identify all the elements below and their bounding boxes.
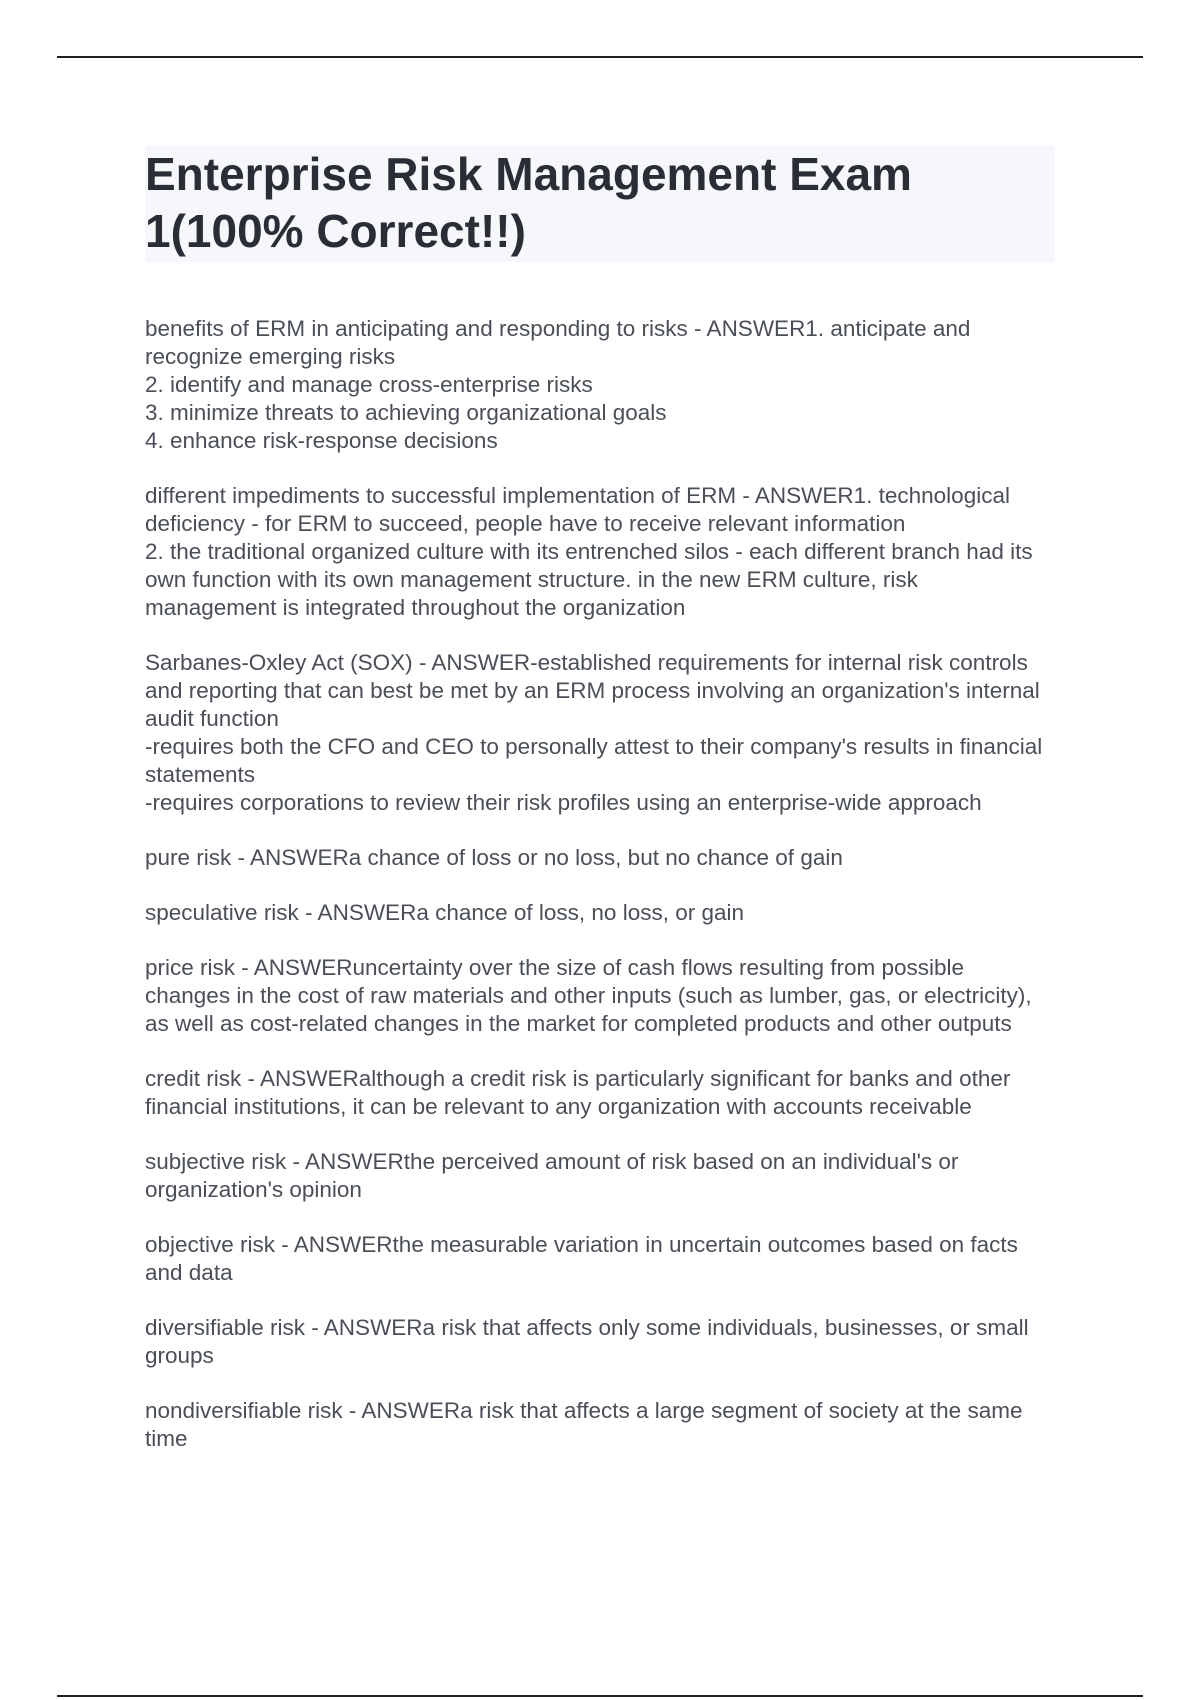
qa-item-objective-risk: objective risk - ANSWERthe measurable variation in uncertain outcomes based on facts and data — [145, 1232, 1018, 1285]
bottom-divider — [57, 1695, 1143, 1697]
top-divider — [57, 56, 1143, 58]
qa-item-erm-benefits: benefits of ERM in anticipating and responding to risks - ANSWER1. anticipate and recognize emerging risks 2. identify and manage cross-enterprise risks 3. minimize threats to achieving organizational goals 4. enhance risk-response decisions — [145, 316, 971, 453]
document-body — [145, 146, 1055, 1480]
title-banner — [145, 146, 1055, 262]
qa-item-sox: Sarbanes-Oxley Act (SOX) - ANSWER-established requirements for internal risk controls and reporting that can best be met by an ERM process involving an organization's internal audit function -requires both the CFO and CEO to personally attest to their company's results in financial statements -requires corporations to review their risk profiles using an enterprise-wide approach — [145, 650, 1043, 815]
document-title: Enterprise Risk Management Exam 1(100% Correct!!) — [145, 148, 912, 257]
qa-item-diversifiable-risk: diversifiable risk - ANSWERa risk that affects only some individuals, businesses, or small groups — [145, 1315, 1029, 1368]
qa-item-erm-impediments: different impediments to successful implementation of ERM - ANSWER1. technological deficiency - for ERM to succeed, people have to receive relevant information 2. the traditional organized culture with its entrenched silos - each different branch had its own function with its own management structure. in the new ERM culture, risk management is integrated throughout the organization — [145, 483, 1033, 620]
qa-item-speculative-risk: speculative risk - ANSWERa chance of loss, no loss, or gain — [145, 900, 745, 925]
qa-list — [145, 315, 1055, 1453]
qa-item-subjective-risk: subjective risk - ANSWERthe perceived amount of risk based on an individual's or organization's opinion — [145, 1149, 959, 1202]
qa-item-credit-risk: credit risk - ANSWERalthough a credit risk is particularly significant for banks and other financial institutions, it can be relevant to any organization with accounts receivable — [145, 1066, 1011, 1119]
qa-item-price-risk: price risk - ANSWERuncertainty over the size of cash flows resulting from possible changes in the cost of raw materials and other inputs (such as lumber, gas, or electricity), as well as cost-related changes in the market for completed products and other outputs — [145, 955, 1032, 1036]
qa-item-nondiversifiable-risk: nondiversifiable risk - ANSWERa risk that affects a large segment of society at the same time — [145, 1398, 1023, 1451]
qa-item-pure-risk: pure risk - ANSWERa chance of loss or no loss, but no chance of gain — [145, 845, 843, 870]
